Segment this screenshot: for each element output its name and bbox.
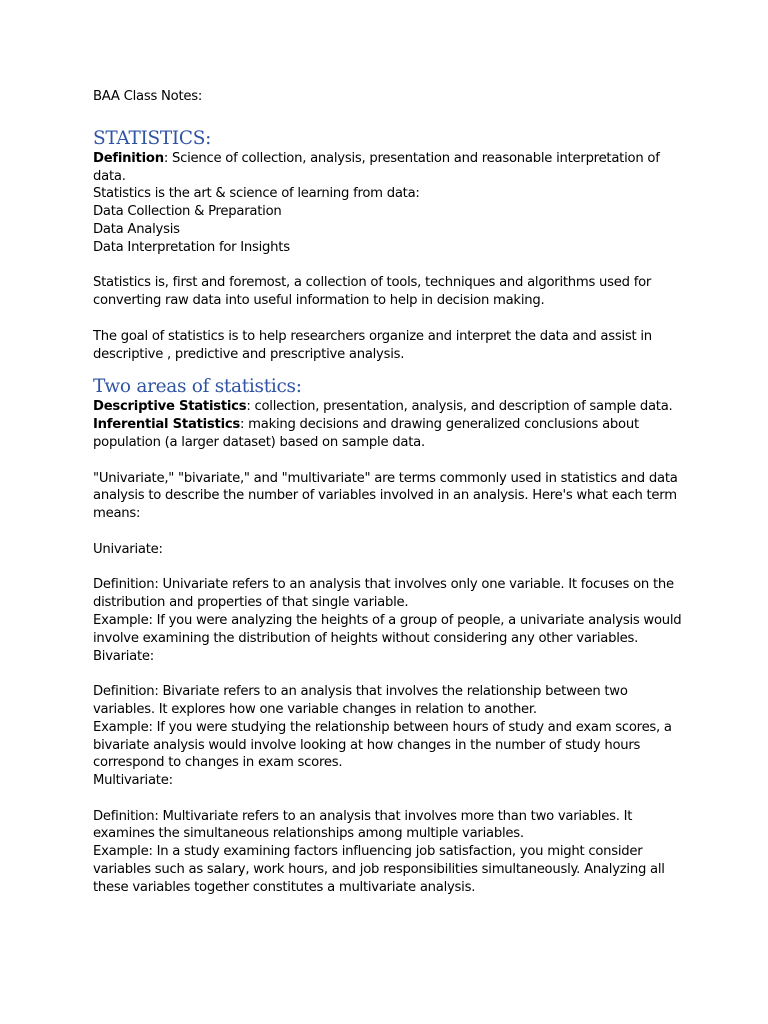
paragraph-line: descriptive , predictive and prescriptive analysis. <box>93 346 405 362</box>
multivariate-title: Multivariate: <box>93 773 173 789</box>
univariate-line: Definition: Univariate refers to an analysis that involves only one variable. It focuses on the <box>93 577 674 593</box>
descriptive-term: Descriptive Statistics <box>93 399 247 415</box>
statistics-heading: STATISTICS: <box>93 127 212 149</box>
univariate-title: Univariate: <box>93 541 163 557</box>
inferential-line <box>93 416 693 434</box>
spacer <box>93 257 693 275</box>
inferential-line-2: population (a larger dataset) based on sample data. <box>93 434 425 450</box>
inferential-text: : making decisions and drawing generalized conclusions about <box>240 417 639 433</box>
intro-line: analysis to describe the number of variables involved in an analysis. Here's what each term <box>93 488 677 504</box>
step-item: Data Analysis <box>93 221 180 237</box>
spacer <box>93 790 693 808</box>
bivariate-line: bivariate analysis would involve looking at how changes in the number of study hours <box>93 737 641 753</box>
multivariate-line: Definition: Multivariate refers to an analysis that involves more than two variables. It <box>93 808 633 824</box>
paragraph-line: Statistics is, first and foremost, a collection of tools, techniques and algorithms used for <box>93 275 652 291</box>
spacer <box>93 452 693 470</box>
paragraph-line: converting raw data into useful information to help in decision making. <box>93 293 545 309</box>
bivariate-line: Definition: Bivariate refers to an analysis that involves the relationship between two <box>93 684 628 700</box>
definition-term: Definition <box>93 150 164 166</box>
two-areas-heading: Two areas of statistics: <box>93 376 302 398</box>
descriptive-text: : collection, presentation, analysis, and description of sample data. <box>246 399 673 415</box>
univariate-line: involve examining the distribution of heights without considering any other variables. <box>93 630 639 646</box>
document-body <box>93 88 693 897</box>
inferential-term: Inferential Statistics <box>93 417 241 433</box>
descriptive-line <box>93 398 693 416</box>
multivariate-line: variables such as salary, work hours, and job responsibilities simultaneously. Analyzing all <box>93 862 665 878</box>
spacer <box>93 523 693 541</box>
step-item: Data Interpretation for Insights <box>93 239 290 255</box>
multivariate-line: examines the simultaneous relationships among multiple variables. <box>93 826 524 842</box>
univariate-line: distribution and properties of that single variable. <box>93 595 409 611</box>
bivariate-line: correspond to changes in exam scores. <box>93 755 343 771</box>
bivariate-line: Example: If you were studying the relationship between hours of study and exam scores, a <box>93 719 672 735</box>
definition-text: : Science of collection, analysis, presentation and reasonable interpretation of <box>163 150 660 166</box>
bivariate-line: variables. It explores how one variable changes in relation to another. <box>93 701 537 717</box>
definition-line-2: data. <box>93 168 126 184</box>
multivariate-line: these variables together constitutes a multivariate analysis. <box>93 879 476 895</box>
step-item: Data Collection & Preparation <box>93 204 282 220</box>
univariate-line: Example: If you were analyzing the heights of a group of people, a univariate analysis would <box>93 612 682 628</box>
definition-line <box>93 150 693 168</box>
bivariate-title: Bivariate: <box>93 648 154 664</box>
spacer <box>93 665 693 683</box>
intro-line: "Univariate," "bivariate," and "multivariate" are terms commonly used in statistics and data <box>93 470 678 486</box>
document-header: BAA Class Notes: <box>93 89 203 104</box>
intro-line: means: <box>93 506 141 522</box>
spacer <box>93 559 693 577</box>
paragraph-line: The goal of statistics is to help researchers organize and interpret the data and assist in <box>93 328 652 344</box>
spacer <box>93 310 693 328</box>
art-science-line: Statistics is the art & science of learning from data: <box>93 186 420 202</box>
multivariate-line: Example: In a study examining factors influencing job satisfaction, you might consider <box>93 844 643 860</box>
